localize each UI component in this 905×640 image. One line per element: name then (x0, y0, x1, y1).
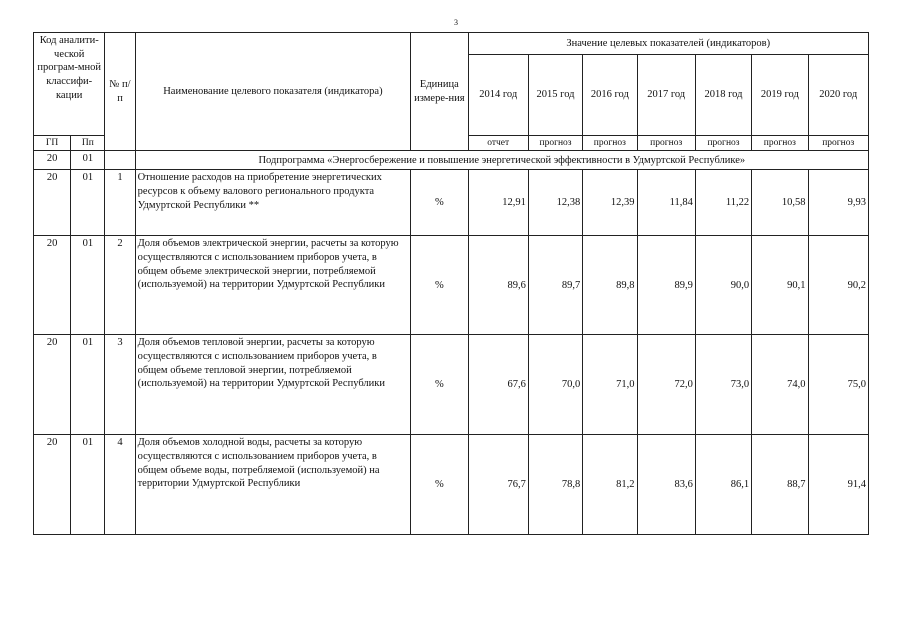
gp-header: ГП (34, 136, 71, 151)
year-header: 2014 год (468, 55, 528, 136)
value-kind-header: прогноз (695, 136, 751, 151)
code-header: Код аналити-ческой програм-мной классифи-кации (34, 33, 105, 136)
indicator-name: Доля объемов холодной воды, расчеты за которую осуществляются с использованием приборов учета, в общем объеме воды, потребляемой (используемой) на территории Удмуртской Республики (135, 435, 411, 535)
table-row (34, 435, 869, 535)
number-cell (105, 151, 135, 170)
indicator-name: Доля объемов тепловой энергии, расчеты за которую осуществляются с использованием приборов учета, в общем объеме тепловой энергии, потребляемой (используемой) на территории Удмуртской Республики (135, 335, 411, 435)
number-cell: 2 (105, 236, 135, 335)
value-cell: 11,22 (695, 170, 751, 236)
number-cell: 3 (105, 335, 135, 435)
subprogram-title: Подпрограмма «Энергосбережение и повышение энергетической эффективности в Удмуртской Республике» (135, 151, 868, 170)
value-cell: 90,0 (695, 236, 751, 335)
value-cell: 89,8 (583, 236, 637, 335)
unit-cell: % (411, 435, 468, 535)
pp-cell: 01 (71, 236, 105, 335)
unit-cell: % (411, 170, 468, 236)
number-cell: 1 (105, 170, 135, 236)
value-cell: 11,84 (637, 170, 695, 236)
pp-cell: 01 (71, 335, 105, 435)
number-cell: 4 (105, 435, 135, 535)
value-cell: 67,6 (468, 335, 528, 435)
values-header: Значение целевых показателей (индикаторов) (468, 33, 868, 55)
page-number: 3 (454, 18, 458, 27)
value-cell: 89,6 (468, 236, 528, 335)
gp-cell: 20 (34, 435, 71, 535)
value-cell: 76,7 (468, 435, 528, 535)
pp-cell: 01 (71, 435, 105, 535)
year-header: 2016 год (583, 55, 637, 136)
subprogram-row (34, 151, 869, 170)
year-header: 2015 год (528, 55, 582, 136)
value-cell: 90,2 (808, 236, 869, 335)
value-cell: 81,2 (583, 435, 637, 535)
value-kind-header: прогноз (637, 136, 695, 151)
value-cell: 89,7 (528, 236, 582, 335)
value-cell: 12,38 (528, 170, 582, 236)
year-header: 2020 год (808, 55, 869, 136)
gp-cell: 20 (34, 236, 71, 335)
indicator-name: Доля объемов электрической энергии, расчеты за которую осуществляются с использованием приборов учета, в общем объеме электрической энергии, потребляемой (используемой) на территории Удмуртской Республики (135, 236, 411, 335)
table-row (34, 236, 869, 335)
value-cell: 12,39 (583, 170, 637, 236)
value-kind-header: отчет (468, 136, 528, 151)
indicator-name-header: Наименование целевого показателя (индикатора) (135, 33, 411, 151)
value-cell: 91,4 (808, 435, 869, 535)
value-kind-header: прогноз (808, 136, 869, 151)
year-header: 2018 год (695, 55, 751, 136)
table-row (34, 335, 869, 435)
value-cell: 75,0 (808, 335, 869, 435)
value-cell: 70,0 (528, 335, 582, 435)
indicators-table (33, 32, 869, 535)
value-cell: 71,0 (583, 335, 637, 435)
pp-cell: 01 (71, 151, 105, 170)
unit-header: Единица измере-ния (411, 33, 468, 151)
value-cell: 10,58 (752, 170, 808, 236)
gp-cell: 20 (34, 170, 71, 236)
value-cell: 73,0 (695, 335, 751, 435)
value-kind-header: прогноз (752, 136, 808, 151)
pp-header: Пп (71, 136, 105, 151)
value-cell: 78,8 (528, 435, 582, 535)
value-kind-header: прогноз (583, 136, 637, 151)
number-header: № п/п (105, 33, 135, 151)
value-cell: 86,1 (695, 435, 751, 535)
year-header: 2017 год (637, 55, 695, 136)
indicator-name: Отношение расходов на приобретение энергетических ресурсов к объему валового регионального продукта Удмуртской Республики ** (135, 170, 411, 236)
table-row (34, 170, 869, 236)
value-cell: 12,91 (468, 170, 528, 236)
unit-cell: % (411, 335, 468, 435)
gp-cell: 20 (34, 335, 71, 435)
value-cell: 90,1 (752, 236, 808, 335)
value-cell: 9,93 (808, 170, 869, 236)
year-header: 2019 год (752, 55, 808, 136)
pp-cell: 01 (71, 170, 105, 236)
value-cell: 83,6 (637, 435, 695, 535)
gp-cell: 20 (34, 151, 71, 170)
value-cell: 74,0 (752, 335, 808, 435)
value-cell: 89,9 (637, 236, 695, 335)
value-cell: 88,7 (752, 435, 808, 535)
value-cell: 72,0 (637, 335, 695, 435)
value-kind-header: прогноз (528, 136, 582, 151)
unit-cell: % (411, 236, 468, 335)
